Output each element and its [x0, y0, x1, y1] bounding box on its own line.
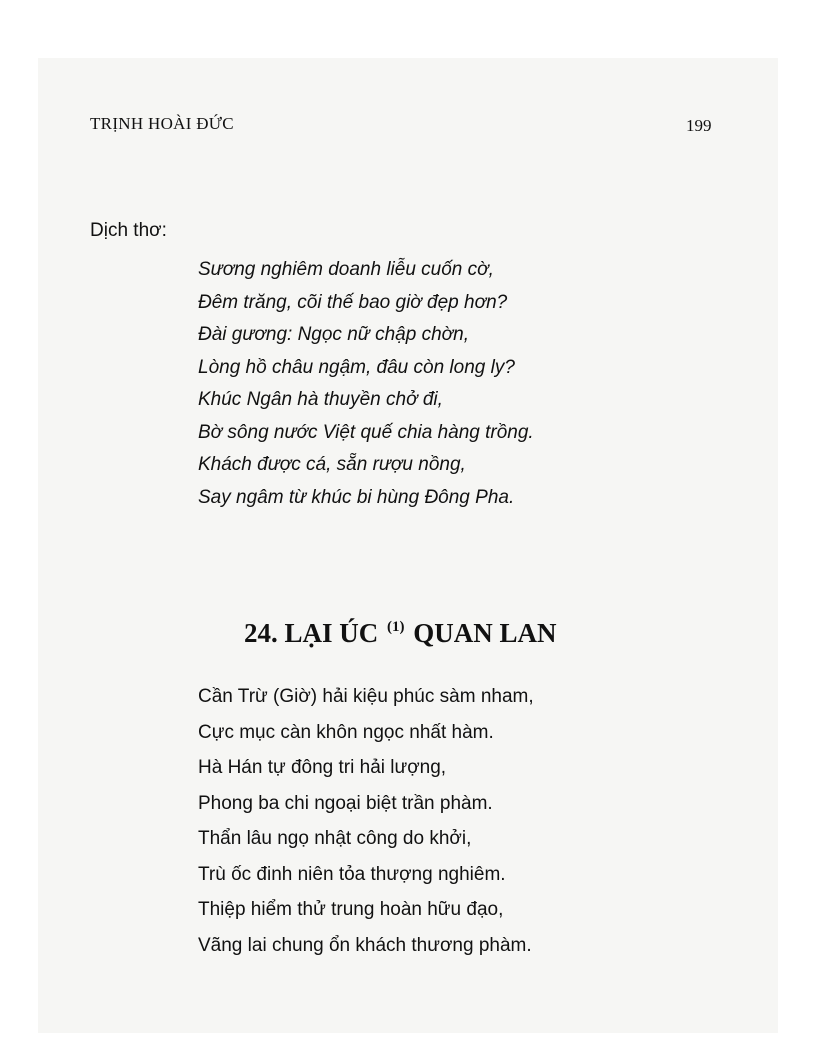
original-poem — [198, 679, 534, 963]
poem-line: Cực mục càn khôn ngọc nhất hàm. — [198, 721, 494, 743]
poem-title-start: 24. LẠI ÚC — [244, 618, 379, 648]
poem-line: Thẩn lâu ngọ nhật công do khởi, — [198, 828, 472, 849]
footnote-marker: (1) — [387, 619, 405, 635]
translation-line: Bờ sông nước Việt quế chia hàng trồng. — [198, 421, 534, 443]
translation-line: Lòng hồ châu ngậm, đâu còn long ly? — [198, 356, 515, 378]
poem-line: Vãng lai chung ổn khách thương phàm. — [198, 934, 532, 956]
page-number: 199 — [686, 116, 712, 135]
translation-line: Đài gương: Ngọc nữ chập chờn, — [198, 324, 469, 345]
poem-line: Thiệp hiểm thử trung hoàn hữu đạo, — [198, 899, 504, 920]
translation-line: Sương nghiêm doanh liễu cuốn cờ, — [198, 259, 494, 280]
poem-line: Phong ba chi ngoại biệt trần phàm. — [198, 792, 493, 814]
running-head: TRỊNH HOÀI ĐỨC — [90, 114, 234, 133]
translation-line: Say ngâm từ khúc bi hùng Đông Pha. — [198, 486, 515, 508]
translation-label: Dịch thơ: — [90, 220, 167, 241]
poem-title-end: QUAN LAN — [413, 618, 557, 648]
translation-line: Khúc Ngân hà thuyền chở đi, — [198, 389, 443, 410]
poem-line: Cần Trừ (Giờ) hải kiệu phúc sàm nham, — [198, 686, 534, 707]
poem-line: Trù ốc đinh niên tỏa thượng nghiêm. — [198, 863, 506, 885]
translation-line: Khách được cá, sẵn rượu nồng, — [198, 454, 466, 475]
poem-title — [244, 618, 557, 649]
poem-line: Hà Hán tự đông tri hải lượng, — [198, 757, 447, 778]
translation-line: Đêm trăng, cõi thế bao giờ đẹp hơn? — [198, 291, 508, 313]
translation-poem — [198, 254, 534, 514]
